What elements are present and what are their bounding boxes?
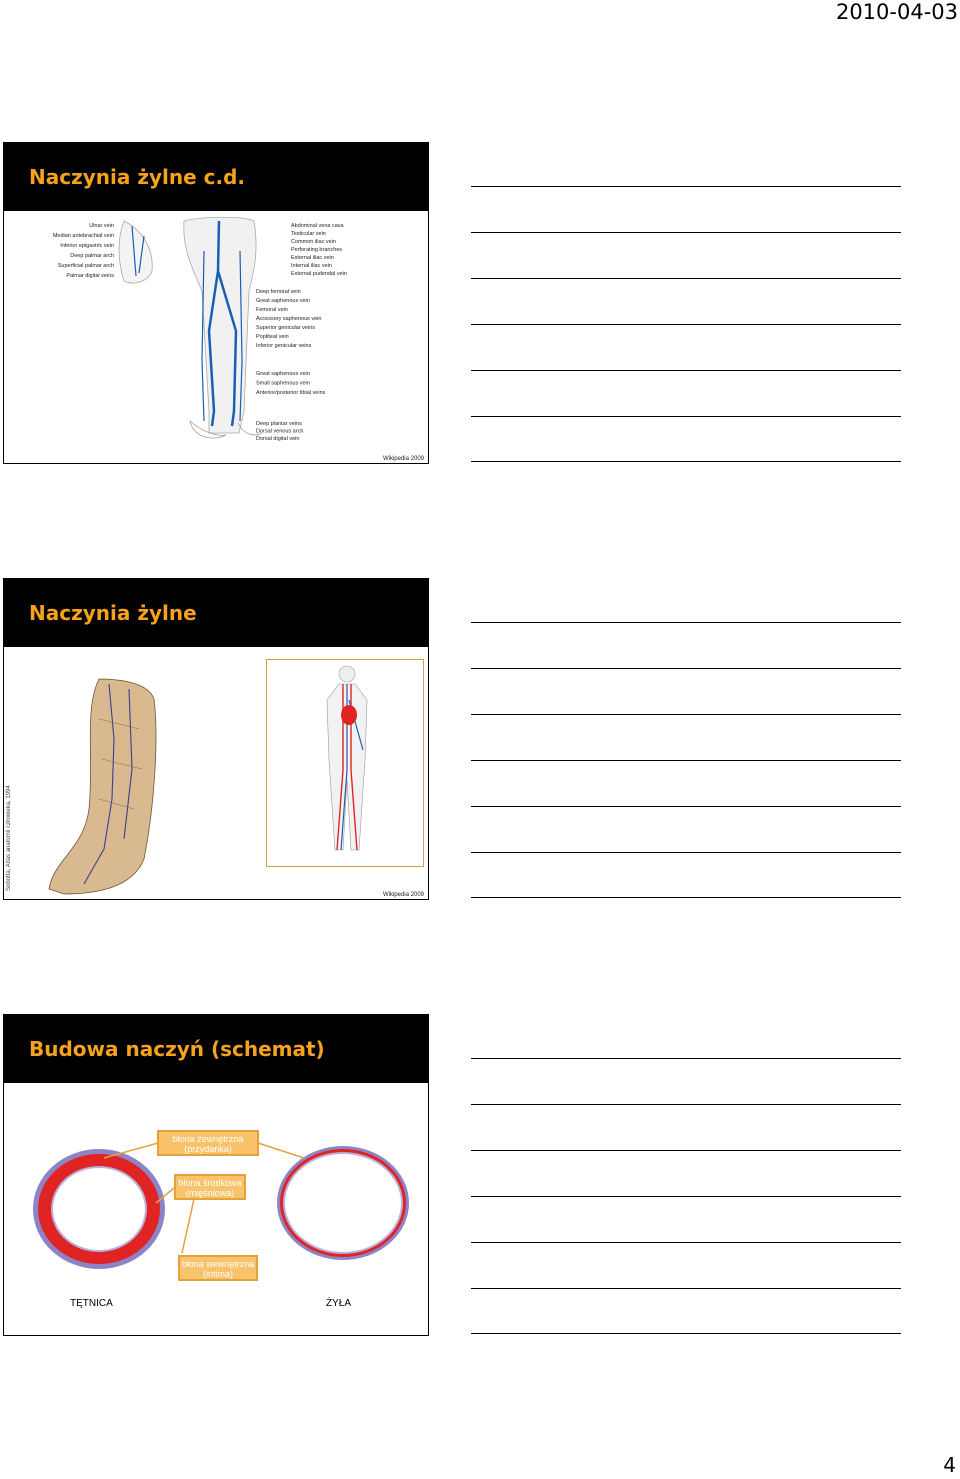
vessel-wall-diagram	[4, 1083, 428, 1335]
figure-label: Testicular vein	[291, 231, 326, 237]
slide-title: Naczynia żylne c.d.	[29, 165, 245, 189]
figure-label: Small saphenous vein	[256, 380, 310, 387]
figure-label: Palmar digital veins	[66, 273, 114, 279]
leg-veins-figure	[4, 211, 428, 463]
figure-label: Deep palmar arch	[70, 253, 114, 259]
body-vein-figure-frame	[266, 659, 424, 867]
slide-header	[4, 579, 428, 647]
figure-label: External iliac vein	[291, 255, 334, 261]
figure-label: Abdominal vena cava	[291, 223, 344, 229]
slide-2	[3, 578, 429, 900]
figure-label: Internal iliac vein	[291, 263, 332, 269]
slide-title: Naczynia żylne	[29, 601, 197, 625]
figure-label: External pudendal vein	[291, 271, 347, 277]
figure-label: Perforating branches	[291, 247, 343, 253]
intima-label: błona wewnętrzna (intima)	[178, 1255, 258, 1281]
figure-label: Inferior genicular veins	[256, 343, 312, 349]
figure-label: Accessory saphenous vein	[256, 316, 322, 322]
slide-1	[3, 142, 429, 464]
figure-label: Dorsal venous arch	[256, 428, 304, 435]
media-label: błona środkowa (mięśniowa)	[174, 1174, 246, 1200]
figure-label: Femoral vein	[256, 307, 288, 313]
page-number: 4	[943, 1453, 956, 1477]
figure-label: Median antebrachial vein	[52, 233, 114, 239]
figure-label: Great saphenous vein	[256, 371, 310, 377]
vein-label: ŻYŁA	[326, 1298, 352, 1309]
lower-limb-anatomy	[14, 659, 184, 899]
circulatory-figure	[267, 660, 423, 866]
slide-3	[3, 1014, 429, 1336]
figure-label: Deep plantar veins	[256, 421, 302, 427]
figure-label: Inferior epigastric vein	[60, 243, 114, 249]
figure-label: Anterior/posterior tibial veins	[256, 390, 326, 396]
adventitia-label: błona zewnętrzna (przydanka)	[157, 1130, 259, 1156]
figure-label: Dorsal digital vein	[256, 436, 300, 442]
print-date: 2010-04-03	[835, 0, 958, 24]
slide-header	[4, 143, 428, 211]
figure-label: Great saphenous vein	[256, 298, 310, 304]
figure-label: Common iliac vein	[291, 239, 336, 245]
image-credit: Wikipedia 2009	[382, 456, 424, 462]
source-caption: Sobotta, Atlas anatomii człowieka, 1994	[6, 785, 12, 891]
figure-label: Popliteal vein	[256, 334, 289, 340]
figure-label: Superior genicular veins	[256, 325, 316, 331]
figure-label: Ulnar vein	[89, 223, 114, 229]
artery-label: TĘTNICA	[70, 1298, 113, 1309]
image-credit: Wikipedia 2009	[382, 892, 424, 898]
figure-label: Deep femoral vein	[256, 289, 301, 295]
slide-title: Budowa naczyń (schemat)	[29, 1037, 325, 1061]
figure-label: Superficial palmar arch	[57, 263, 114, 269]
slide-header	[4, 1015, 428, 1083]
